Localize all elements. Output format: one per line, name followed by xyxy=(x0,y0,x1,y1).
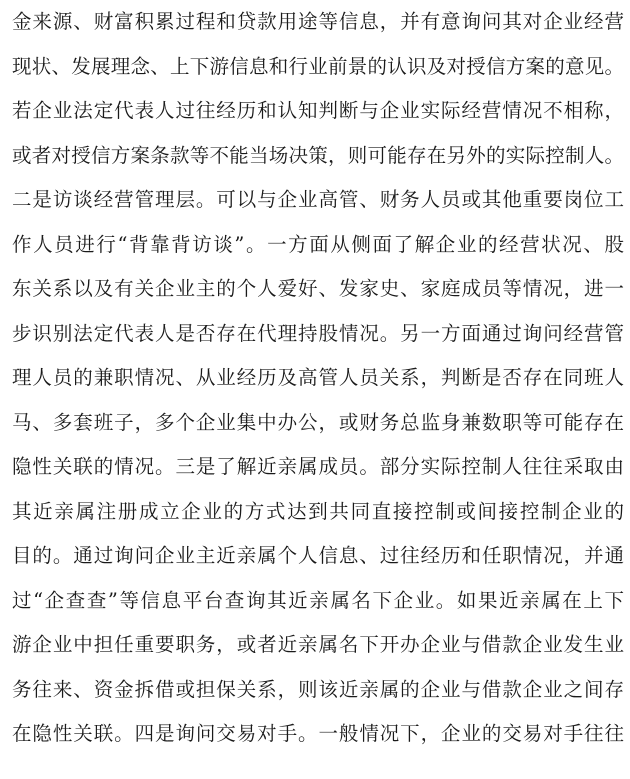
text-line-8: 步识别法定代表人是否存在代理持股情况。另一方面通过询问经营管 xyxy=(12,321,624,345)
text-line-1: 金来源、财富积累过程和贷款用途等信息，并有意询问其对企业经营 xyxy=(12,10,624,33)
text-line-13: 目的。通过询问企业主近亲属个人信息、过往经历和任职情况，并通 xyxy=(12,544,624,567)
text-line-9: 理人员的兼职情况、从业经历及高管人员关系，判断是否存在同班人 xyxy=(12,366,624,389)
text-line-12: 其近亲属注册成立企业的方式达到共同直接控制或间接控制企业的 xyxy=(12,499,624,523)
text-line-14: 过“企查查”等信息平台查询其近亲属名下企业。如果近亲属在上下 xyxy=(12,588,624,612)
text-line-5: 二是访谈经营管理层。可以与企业高管、财务人员或其他重要岗位工 xyxy=(12,188,624,211)
text-line-15: 游企业中担任重要职务，或者近亲属名下开办企业与借款企业发生业 xyxy=(12,633,624,656)
text-line-6: 作人员进行“背靠背访谈”。一方面从侧面了解企业的经营状况、股 xyxy=(12,232,624,256)
text-line-4: 或者对授信方案条款等不能当场决策，则可能存在另外的实际控制人。 xyxy=(12,143,624,167)
body-text xyxy=(12,0,624,757)
text-line-7: 东关系以及有关企业主的个人爱好、发家史、家庭成员等情况，进一 xyxy=(12,277,624,300)
text-line-16: 务往来、资金拆借或担保关系，则该近亲属的企业与借款企业之间存 xyxy=(12,677,624,701)
text-line-3: 若企业法定代表人过往经历和认知判断与企业实际经营情况不相称， xyxy=(12,99,624,122)
text-line-10: 马、多套班子，多个企业集中办公，或财务总监身兼数职等可能存在 xyxy=(12,410,624,434)
text-line-11: 隐性关联的情况。三是了解近亲属成员。部分实际控制人往往采取由 xyxy=(12,455,624,478)
text-line-17: 在隐性关联。四是询问交易对手。一般情况下，企业的交易对手往往 xyxy=(12,722,624,745)
text-line-2: 现状、发展理念、上下游信息和行业前景的认识及对授信方案的意见。 xyxy=(12,54,624,78)
